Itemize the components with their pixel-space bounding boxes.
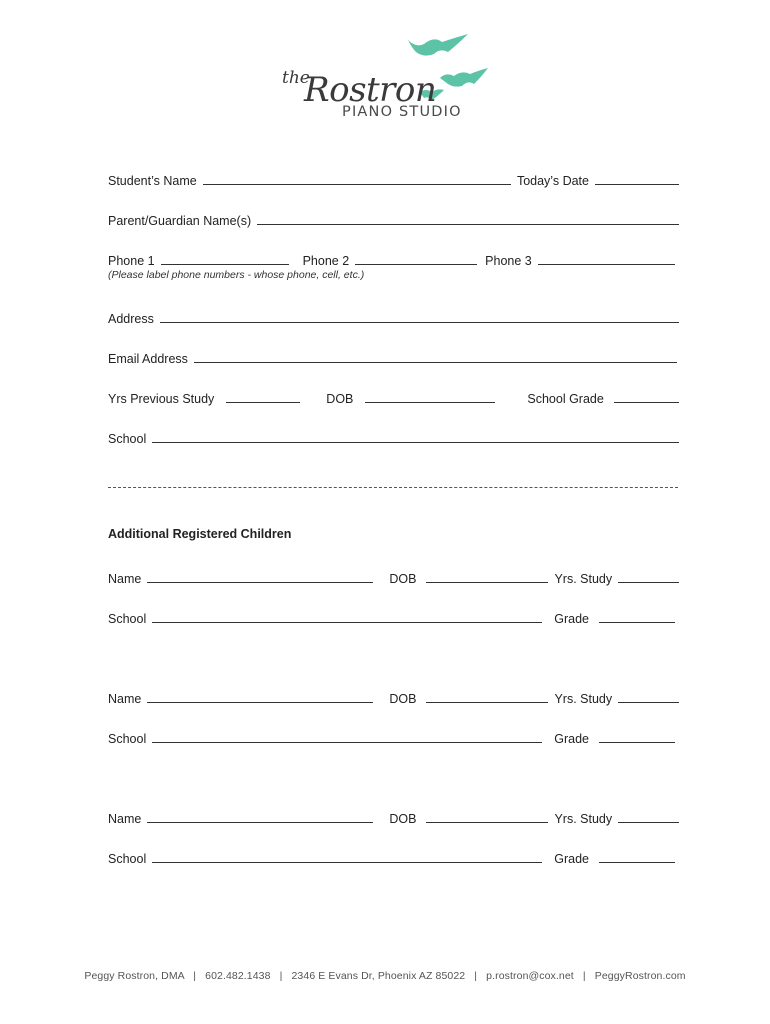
child-grade-field[interactable] (599, 850, 675, 863)
child-2-school-row (108, 726, 679, 746)
dob-field[interactable] (365, 390, 495, 403)
email-label: Email Address (108, 352, 188, 366)
child-3-school-row (108, 846, 679, 866)
yrs-previous-study-label: Yrs Previous Study (108, 392, 215, 406)
phone-note: (Please label phone numbers - whose phone, cell, etc.) (108, 269, 365, 281)
email-field[interactable] (194, 350, 677, 363)
child-study-label: Yrs. Study (554, 572, 613, 586)
phones-row (108, 248, 679, 268)
logo-rostron: Rostron (304, 70, 437, 110)
child-name-field[interactable] (147, 570, 373, 583)
child-dob-field[interactable] (426, 690, 548, 703)
student-name-row (108, 168, 679, 188)
child-study-field[interactable] (618, 570, 679, 583)
todays-date-label: Today’s Date (516, 174, 589, 188)
child-study-field[interactable] (618, 810, 679, 823)
child-dob-label: DOB (389, 692, 417, 706)
email-row (108, 346, 679, 366)
child-name-field[interactable] (147, 810, 373, 823)
address-row (108, 306, 679, 326)
section-divider (108, 487, 678, 488)
child-grade-field[interactable] (599, 610, 675, 623)
student-name-field[interactable] (203, 172, 511, 185)
footer-contact: Peggy Rostron, DMA | 602.482.1438 | 2346 E Evans Dr, Phoenix AZ 85022 | p.rostron@cox.net | PeggyRostron.com (84, 970, 686, 982)
school-grade-field[interactable] (614, 390, 679, 403)
logo-the: the (282, 68, 310, 88)
child-school-label: School (108, 612, 147, 626)
child-school-field[interactable] (152, 610, 542, 623)
school-label: School (108, 432, 147, 446)
student-name-label: Student’s Name (108, 174, 197, 188)
child-dob-label: DOB (389, 572, 417, 586)
child-study-field[interactable] (618, 690, 679, 703)
school-grade-label: School Grade (527, 392, 604, 406)
phone2-field[interactable] (355, 252, 477, 265)
child-school-field[interactable] (152, 730, 542, 743)
additional-children-title: Additional Registered Children (108, 527, 292, 541)
child-name-label: Name (108, 692, 142, 706)
child-grade-label: Grade (554, 732, 589, 746)
child-study-label: Yrs. Study (554, 692, 613, 706)
child-name-field[interactable] (147, 690, 373, 703)
child-name-label: Name (108, 812, 142, 826)
child-3-name-row (108, 806, 679, 826)
child-grade-label: Grade (554, 612, 589, 626)
dob-label: DOB (326, 392, 354, 406)
child-school-label: School (108, 732, 147, 746)
phone2-label: Phone 2 (302, 254, 350, 268)
yrs-previous-study-field[interactable] (226, 390, 300, 403)
child-dob-field[interactable] (426, 570, 548, 583)
child-dob-field[interactable] (426, 810, 548, 823)
studio-logo (278, 30, 498, 126)
school-row (108, 426, 679, 446)
parent-guardian-label: Parent/Guardian Name(s) (108, 214, 252, 228)
study-dob-grade-row (108, 386, 679, 406)
child-grade-label: Grade (554, 852, 589, 866)
phone1-field[interactable] (161, 252, 289, 265)
child-grade-field[interactable] (599, 730, 675, 743)
todays-date-field[interactable] (595, 172, 679, 185)
phone1-label: Phone 1 (108, 254, 155, 268)
parent-guardian-row (108, 208, 679, 228)
child-1-name-row (108, 566, 679, 586)
child-study-label: Yrs. Study (554, 812, 613, 826)
address-label: Address (108, 312, 154, 326)
child-school-field[interactable] (152, 850, 542, 863)
address-field[interactable] (160, 310, 679, 323)
parent-guardian-field[interactable] (257, 212, 679, 225)
child-school-label: School (108, 852, 147, 866)
child-2-name-row (108, 686, 679, 706)
child-name-label: Name (108, 572, 142, 586)
phone3-label: Phone 3 (485, 254, 532, 268)
child-1-school-row (108, 606, 679, 626)
logo-studio: PIANO STUDIO (342, 104, 462, 120)
child-dob-label: DOB (389, 812, 417, 826)
school-field[interactable] (152, 430, 679, 443)
phone3-field[interactable] (538, 252, 675, 265)
